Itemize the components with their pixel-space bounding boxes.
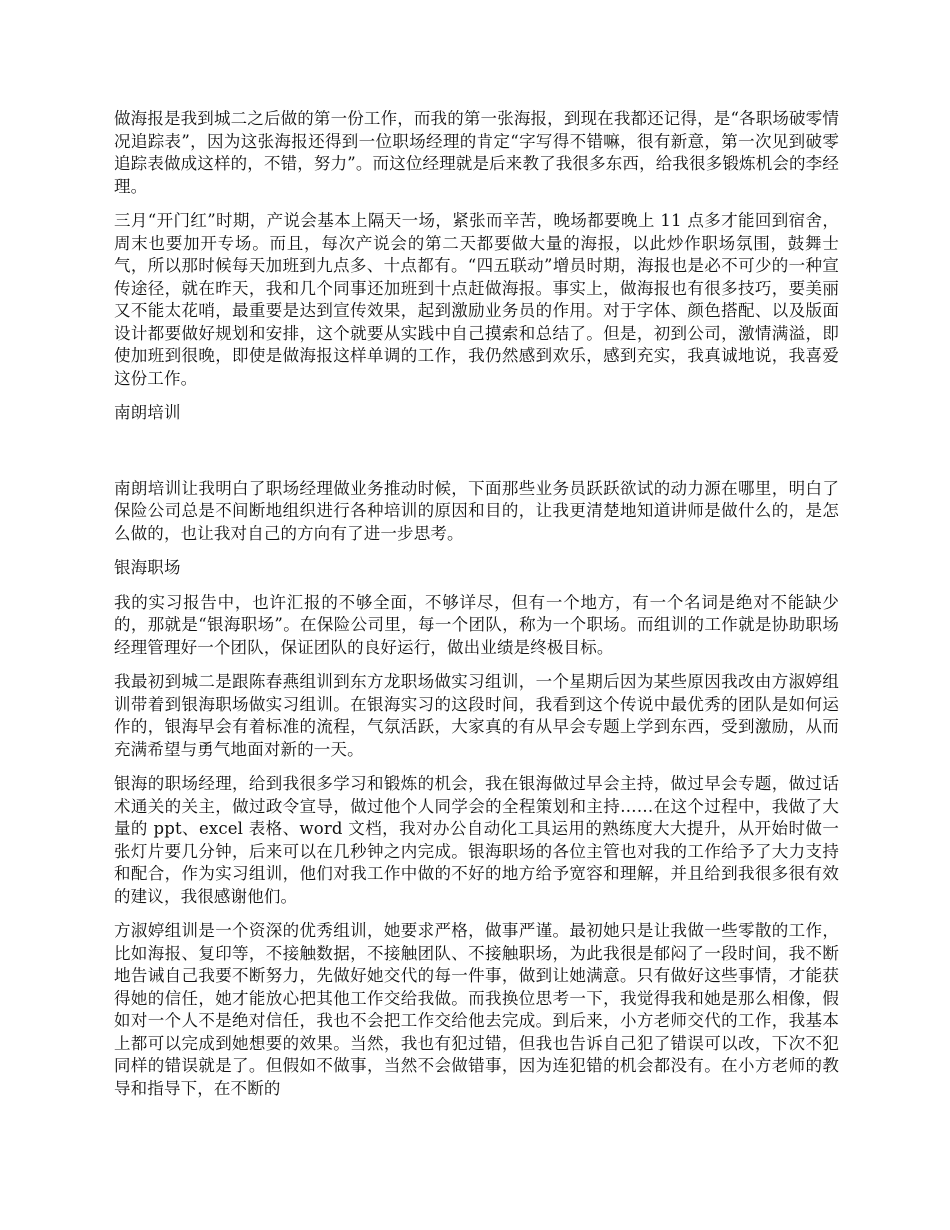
paragraph-yinhai-intro: 我的实习报告中，也许汇报的不够全面，不够详尽，但有一个地方，有一个名词是绝对不能缺少的，那就是“银海职场”。在保险公司里，每一个团队，称为一个职场。而组训的工作就是协助职场经理管理好一个团队，保证团队的良好运行，做出业绩是终极目标。	[114, 592, 839, 657]
paragraph-fang-shuting: 方淑婷组训是一个资深的优秀组训，她要求严格，做事严谨。最初她只是让我做一些零散的工作，比如海报、复印等，不接触数据，不接触团队、不接触职场，为此我很是郁闷了一段时间，我不断地告诫自己我要不断努力，先做好她交代的每一件事，做到让她满意。只有做好这些事情，才能获得她的信任，她才能放心把其他工作交给我做。而我换位思考一下，我觉得我和她是那么相像，假如对一个人不是绝对信任，我也不会把工作交给他去完成。到后来，小方老师交代的工作，我基本上都可以完成到她想要的效果。当然，我也有犯过错，但我也告诉自己犯了错误可以改，下次不犯同样的错误就是了。但假如不做事，当然不会做错事，因为连犯错的机会都没有。在小方老师的教导和指导下，在不断的	[114, 921, 839, 1098]
section-heading-nanlang-training: 南朗培训	[114, 403, 181, 422]
paragraph-march-campaign: 三月“开门红”时期，产说会基本上隔天一场，紧张而辛苦，晚场都要晚上 11 点多才能回到宿舍，周末也要加开专场。而且，每次产说会的第二天都要做大量的海报，以此炒作职场氛围，鼓舞士气，所以那时候每天加班到九点多、十点都有。“四五联动”增员时期，海报也是必不可少的一种宣传途径，就在昨天，我和几个同事还加班到十点赶做海报。事实上，做海报也有很多技巧，要美丽又不能太花哨，最重要是达到宣传效果，起到激励业务员的作用。对于字体、颜色搭配、以及版面设计都要做好规划和安排，这个就要从实践中自己摸索和总结了。但是，初到公司，激情满溢，即使加班到很晚，即使是做海报这样单调的工作，我仍然感到欢乐，感到充实，我真诚地说，我喜爱这份工作。	[114, 211, 839, 388]
blank-space	[114, 437, 839, 478]
paragraph-internship-start: 我最初到城二是跟陈春燕组训到东方龙职场做实习组训，一个星期后因为某些原因我改由方淑婷组训带着到银海职场做实习组训。在银海实习的这段时间，我看到这个传说中最优秀的团队是如何运作的，银海早会有着标准的流程，气氛活跃，大家真的有从早会专题上学到东西，受到激励，从而充满希望与勇气地面对新的一天。	[114, 672, 839, 759]
paragraph-yinhai-manager: 银海的职场经理，给到我很多学习和锻炼的机会，我在银海做过早会主持，做过早会专题，做过话术通关的关主，做过政令宣导，做过他个人同学会的全程策划和主持……在这个过程中，我做了大量的 ppt、excel 表格、word 文档，我对办公自动化工具运用的熟练度大大提升，从开始时做一张灯片要几分钟，后来可以在几秒钟之内完成。银海职场的各位主管也对我的工作给予了大力支持和配合，作为实习组训，他们对我工作中做的不好的地方给予宽容和理解，并且给到我很多很有效的建议，我很感谢他们。	[114, 774, 839, 906]
paragraph-nanlang-training: 南朗培训让我明白了职场经理做业务推动时候，下面那些业务员跃跃欲试的动力源在哪里，明白了保险公司总是不间断地组织进行各种培训的原因和目的，让我更清楚地知道讲师是做什么的，是怎么做的，也让我对自己的方向有了进一步思考。	[114, 478, 839, 543]
document-page	[114, 108, 839, 1112]
section-heading-yinhai-office: 银海职场	[114, 558, 181, 577]
paragraph-poster-first-job: 做海报是我到城二之后做的第一份工作，而我的第一张海报，到现在我都还记得，是“各职场破零情况追踪表”，因为这张海报还得到一位职场经理的肯定“字写得不错嘛，很有新意，第一次见到破零追踪表做成这样的，不错，努力”。而这位经理就是后来教了我很多东西，给我很多锻炼机会的李经理。	[114, 109, 839, 196]
